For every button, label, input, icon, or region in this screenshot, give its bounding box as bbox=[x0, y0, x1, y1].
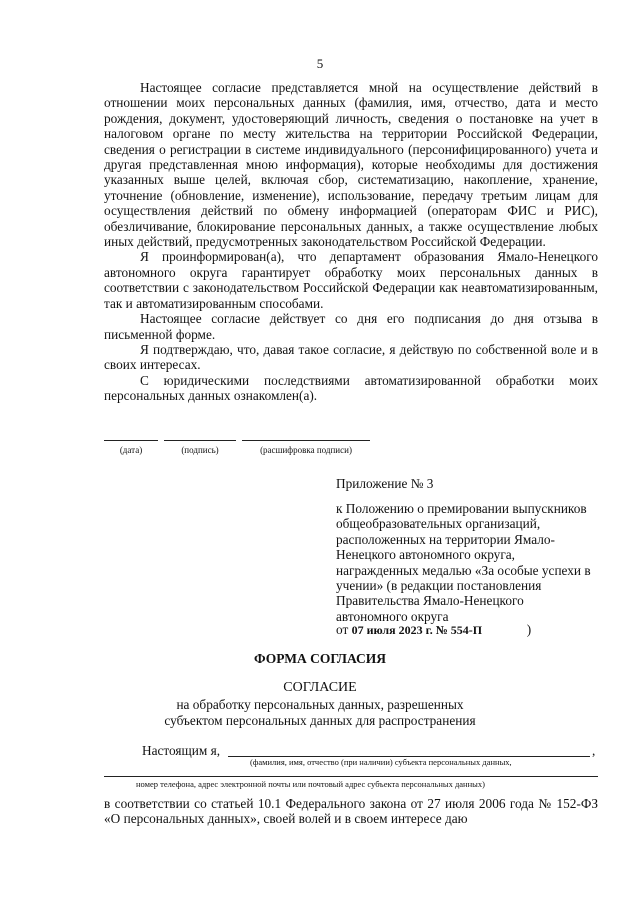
paragraph-acknowledgement: С юридическими последствиями автоматизированной обработки моих персональных данных ознакомлен(а). bbox=[104, 372, 598, 404]
signature-block bbox=[104, 440, 404, 466]
page-number: 5 bbox=[316, 56, 324, 71]
appendix-date-line bbox=[336, 622, 616, 638]
consent-subtitle: на обработку персональных данных, разрешенных субъектом персональных данных для распространения bbox=[164, 697, 476, 728]
appendix-number: Приложение № 3 bbox=[336, 476, 434, 491]
signature-label: (подпись) bbox=[181, 445, 219, 455]
appendix-date-suffix: ) bbox=[526, 622, 532, 637]
form-title: ФОРМА СОГЛАСИЯ bbox=[253, 651, 387, 666]
paragraph-scope: Настоящее согласие представляется мной на осуществление действий в отношении моих персональных данных (фамилия, имя, отчество, дата и место рождения, документ, удостоверяющий личность, сведения о постановке на учет в налоговом органе по месту жительства на территории Российской Федерации, сведения о регистрации в системе индивидуального (персонифицированного) учета и другая представленная мною информация), которые необходимы для достижения указанных выше целей, включая сбор, систематизацию, накопление, хранение, уточнение (обновление, изменение), использование, передачу третьим лицам для осуществления действий по обмену информацией (операторам ФИС и РИС), обезличивание, блокирование персональных данных, а также осуществление любых иных действий, предусмотренных законодательством Российской Федерации. bbox=[104, 80, 598, 250]
contact-fill-line bbox=[104, 776, 598, 777]
decoding-label: (расшифровка подписи) bbox=[260, 445, 352, 455]
appendix-date-prefix: от bbox=[336, 622, 349, 637]
paragraph-confirmation: Я подтверждаю, что, давая такое согласие, я действую по собственной воле и в своих интересах. bbox=[104, 341, 598, 373]
date-label: (дата) bbox=[119, 445, 143, 455]
appendix-text: к Положению о премировании выпускников общеобразовательных организаций, расположенных на территории Ямало-Ненецкого автономного округа, награжденных медалью «За особые успехи в учении» (в редакции постановления Правительства Ямало-Ненецкого автономного округа bbox=[336, 501, 591, 624]
hint-contact: номер телефона, адрес электронной почты или почтовый адрес субъекта персональных данных) bbox=[136, 779, 485, 789]
date-line bbox=[104, 440, 158, 441]
consent-title: СОГЛАСИЕ bbox=[283, 680, 357, 695]
paragraph-validity: Настоящее согласие действует со дня его подписания до дня отзыва в письменной форме. bbox=[104, 311, 598, 342]
hint-name: (фамилия, имя, отчество (при наличии) субъекта персональных данных, bbox=[250, 757, 512, 767]
decoding-line bbox=[242, 440, 370, 441]
signature-line bbox=[164, 440, 236, 441]
consent-tail-text: в соответствии со статьей 10.1 Федерального закона от 27 июля 2006 года № 152-ФЗ «О персональных данных», своей волей и в своем интересе даю bbox=[104, 796, 598, 827]
fill-suffix: , bbox=[592, 743, 596, 758]
paragraph-guarantee: Я проинформирован(а), что департамент образования Ямало-Ненецкого автономного округа гарантирует обработку моих персональных данных в соответствии с законодательством Российской Федерации как неавтоматизированным, так и автоматизированным способами. bbox=[104, 249, 598, 311]
consent-body bbox=[104, 80, 598, 404]
fill-prefix: Настоящим я, bbox=[142, 743, 221, 758]
appendix-date: 07 июля 2023 г. № 554-П bbox=[351, 623, 483, 637]
